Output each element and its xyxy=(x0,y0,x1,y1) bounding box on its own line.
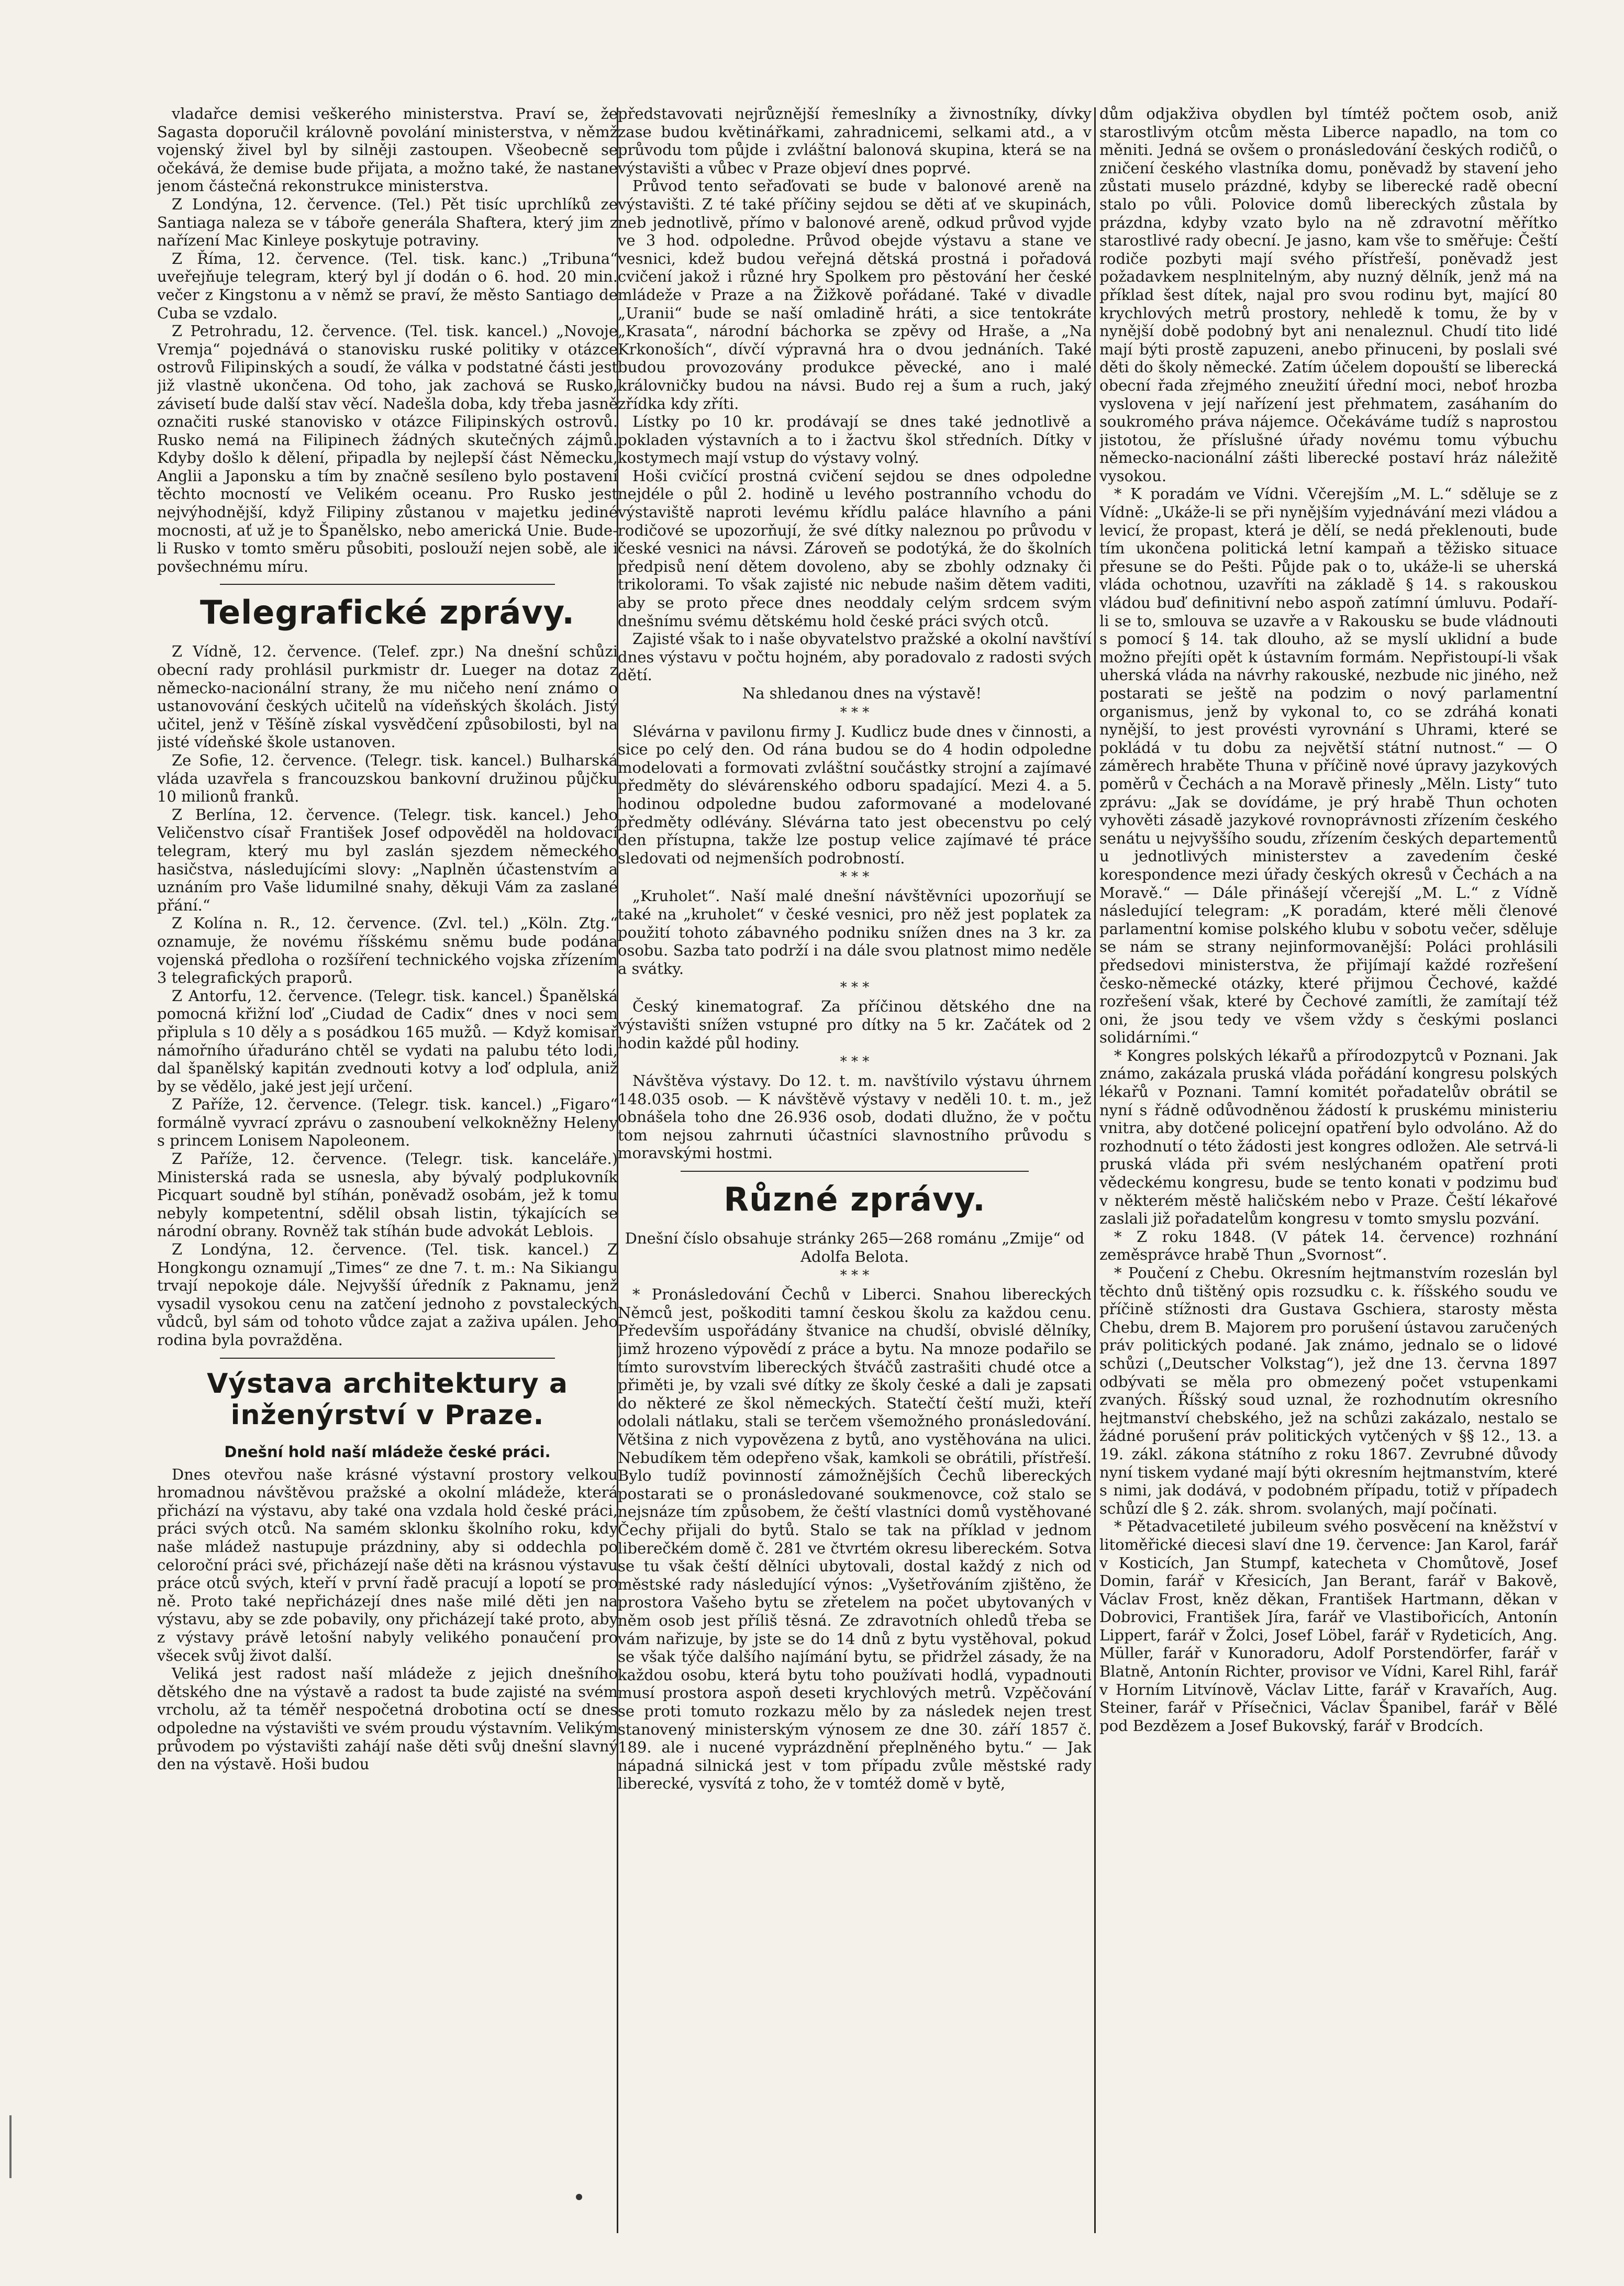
section-heading-ruzne: Různé zprávy. xyxy=(724,1180,986,1219)
separator-stars: * * * xyxy=(840,1268,870,1284)
telegram-item: Z Antorfu, 12. července. (Telegr. tisk. kancel.) Španělská pomocná křižní loď „Ciudad de Cadix“ dnes v noci sem připlula s 10 děly a s posádkou 165 mužů. — Když komisař námořního úřaduráno chtěl se vydati na palubu této lodi, dal španělský kapitán zvednouti kotvy a loď odplula, aniž by se vědělo, jaké jest její určení. xyxy=(157,986,618,1095)
article-paragraph: * Poučení z Chebu. Okresním hejtmanstvím rozeslán byl těchto dnů tištěný opis rozsudku c. k. říšského soudu ve příčině stížnosti dra Gustava Gschiera, starosty města Chebu, drem B. Majorem pro porušení ústavou zaručených práv politických podané. Jak známo, jednalo se o lidové schůzi („Deutscher Volkstag“), jež dne 13. června 1897 odbývati se měla pro obmezený počet vstupenkami zvaných. Říšský soud uznal, že rozhodnutím okresního hejtmanství chebského, jež na schůzi zakázalo, nestalo se žádné porušení práv politických vytčených v §§ 12., 13. a 19. zákl. zákona státního z roku 1867. Zevrubné důvody nyní tiskem vydané mají býti okresním hejtmanstvím, které s nimi, jak dodává, v podobném případu, totiž v případech schůzí dle § 2. zák. shrom. svolaných, mají počínati. xyxy=(1099,1264,1558,1517)
section-divider xyxy=(681,1171,1029,1172)
article-paragraph: * Pronásledování Čechů v Liberci. Snahou libereckých Němců jest, poškoditi tamní českou školu za každou cenu. Především uspořádány štvanice na chudší, obvislé dělníky, jimž hrozeno výpovědí z práce a bytu. Na mnoze podařilo se tímto surovstvím libereckých štváčů zastrašiti chudé otce a přiměti je, by vzali své dítky ze školy české a dali je zapsati do některé ze škol německých. Statečtí čeští muži, kteří odolali nátlaku, stali se terčem všemožného pronásledování. Většina z nich vypovězena z bytů, ano vystěhována na ulici. Nebudíkem těm odepřeno však, kamkoli se obrátili, přístřeší. Bylo tudíž povinností zámožnějších Čechů libereckých postarati se o pronásledované soukmenovce, což stalo se nejsnáze tím způsobem, že čeští vlastníci domů vystěhované Čechy přijali do bytů. Stalo se tak na příklad v jednom liberečkém domě č. 281 ve čtvrtém okresu libereckém. Sotva se tu však čeští dělníci ubytovali, dostal každý z nich od městské rady následující výnos: „Vyšetřováním zjištěno, že prostora Vašeho bytu se zřetelem na počet ubytovaných v něm osob jest příliš těsná. Ze zdravotních ohledů třeba se vám nařizuje, by jste se do 14 dnů z bytu vystěhoval, pokud se však týče dalšího najímání bytu, se přidržel zásady, že na každou osobu, která bytu toho používati hodlá, vypadnouti musí prostora aspoň deseti krychlových metrů. Vzpěčování se proti tomuto rozkazu mělo by za následek nejen trest stanovený ministerským výnosem ze dne 30. září 1857 č. 189. ale i nucené vyprázdnění přeplněného bytu.“ — Jak nápadná silnická jest v tom případu zvůle městské rady liberecké, vysvítá z toho, že v tomtéž domě v bytě, xyxy=(618,1285,1092,1793)
margin-mark xyxy=(9,2115,12,2178)
telegram-item: Z Paříže, 12. července. (Telegr. tisk. kanceláře.) Ministerská rada se usnesla, aby bývalý podplukovník Picquart soudně byl stíhán, poněvadž osobám, jež k tomu nebyly kompetentní, sdělil obsah listin, týkajících se národní obrany. Rovněž tak stíhán bude advokát Leblois. xyxy=(157,1150,618,1240)
section-divider xyxy=(220,1358,555,1359)
news-item: Z Petrohradu, 12. července. (Tel. tisk. kancel.) „Novoje Vremja“ pojednává o stanovisku ruské politiky v otázce ostrovů Filipinských a soudí, že válka v podstatné části jest již vlastně ukončena. Od toho, jak zachová se Rusko, závisetí bude další stav věcí. Nadešla doba, kdy třeba jasně označiti ruské stanovisko v otázce Filipinských ostrovů. Rusko nemá na Filipinech žádných skutečných zájmů. Kdyby došlo k dělení, připadla by nejlepší část Německu, Anglii a Japonsku a tím by značně sesíleno bylo postavení těchto mocností ve Velikém oceanu. Pro Rusko jest nejvýhodnější, když Filipiny zůstanou v majetku jediné mocnosti, ať už je to Španělsko, nebo americká Unie. Bude-li Rusko v tomto směru působiti, poslouží nejen sobě, ale i povšechnému míru. xyxy=(157,322,618,575)
article-paragraph: Hoši cvičící prostná cvičení sejdou se dnes odpoledne nejdéle o půl 2. hodině u levého postranního vchodu do výstaviště naproti levému křídlu paláce hlavního a páni rodičové se upozorňují, že své dítky naleznou po průvodu v české vesnici na návsi. Zároveň se podotýká, že do školních předpisů není dětem dovoleno, aby se zbohly odznaky či trikolorami. To však zajisté nic nebude našim dětem vaditi, aby se proto přece dnes neoddaly celým srdcem svým dnešnímu svému dětskému hold české práci svých otců. xyxy=(618,467,1092,630)
separator-stars: * * * xyxy=(840,869,870,885)
article-paragraph: Průvod tento seřaďovati se bude v balonové areně na výstavišti. Z té také příčiny sejdou se děti ať ve skupinách, neb jednotlivě, přímo v balonové areně, odkud průvod vyjde ve 3 hod. odpoledne. Průvod obejde výstavu a stane ve vesnici, kdež budou veřejná dětská prostná i pořadová cvičení jakož i různé hry Spolkem pro pěstování her české mládeže v Praze a na Žižkově pořádané. Také v divadle „Uranii“ bude se naší omladině hráti, a sice tentokráte „Krasata“, národní báchorka se zpěvy od Hraše, a „Na Krkonoších“, dívčí výpravná hra o dvou jednáních. Také budou provozovány produkce pěvecké, ano i malé královničky budou na návsi. Budo rej a šum a ruch, jaký zřídka kdy zříti. xyxy=(618,177,1092,413)
column-2 xyxy=(618,105,1092,2251)
article-paragraph: Návštěva výstavy. Do 12. t. m. navštívilo výstavu úhrnem 148.035 osob. — K návštěvě výstavy v neděli 10. t. m., jež obnášela toho dne 26.936 osob, dodati dlužno, že v počtu tom nejsou zahrnuti účastníci slavnostního průvodu s moravskými hostmi. xyxy=(618,1072,1092,1162)
telegram-item: Z Londýna, 12. července. (Tel. tisk. kancel.) Z Hongkongu oznamují „Times“ ze dne 7. t. m.: Na Sikiangu trvají nepokoje dále. Nejvyšší úředník z Paknamu, jenž vysadil vysokou cenu na zatčení jednoho z povstaleckých vůdců, byl sám od tohoto vůdce zajat a zaživa upálen. Jeho rodina byla povražděna. xyxy=(157,1240,618,1349)
article-paragraph: Na shledanou dnes na výstavě! xyxy=(742,684,982,702)
article-paragraph: * Pětadvacetileté jubileum svého posvěcení na kněžství v litoměřické diecesi slaví dne 19. července: Jan Karol, farář v Kosticích, Jan Stumpf, katecheta v Chomůtově, Josef Domin, farář v Křesicích, Jan Berant, farář v Bakově, Václav Frost, kněz děkan, František Hartmann, děkan v Dobrovici, František Jíra, farář ve Vlastibořicích, Antonín Lippert, farář v Žolci, Josef Löbel, farář v Rydeticích, Ang. Müller, farář v Kunoradoru, Adolf Porstendörfer, farář v Blatně, Antonín Richter, provisor ve Vídni, Karel Rihl, farář v Horním Litvínově, Václav Litte, farář v Kravařích, Aug. Steiner, farář v Přísečnici, Václav Španibel, farář v Bělé pod Bezdězem a Josef Bukovský, farář v Brodcích. xyxy=(1099,1517,1558,1735)
news-item: Z Říma, 12. července. (Tel. tisk. kanc.) „Tribuna“ uveřejňuje telegram, který byl jí dodán o 6. hod. 20 min. večer z Kingstonu a v němž se praví, že město Santiago de Cuba se vzdalo. xyxy=(157,249,618,322)
separator-stars: * * * xyxy=(840,1054,870,1070)
telegram-item: Z Berlína, 12. července. (Telegr. tisk. kancel.) Jeho Veličenstvo císař František Josef odpověděl na holdovací telegram, který mu byl zaslán sjezdem německého hasičstva, následujícími slovy: „Naplněn účastenstvím a uznáním pro Vaše lidumilné snahy, děkuji Vám za zaslané přání.“ xyxy=(157,805,618,914)
article-paragraph: Slévárna v pavilonu firmy J. Kudlicz bude dnes v činnosti, a sice po celý den. Od rána budou se do 4 hodin odpoledne modelovati a formovati zvláštní součástky strojní a zajímavé předměty do slévárenského odboru spadající. Mezi 4. a 5. hodinou odpoledne budou zaformované a modelované předměty odlévány. Slévárna tato jest obecenstvu po celý den přístupna, takže lze postup velice zajímavé té práce sledovati od nejmenších podrobností. xyxy=(618,722,1092,867)
article-paragraph: Dnešní číslo obsahuje stránky 265—268 románu „Zmije“ od Adolfa Belota. xyxy=(625,1229,1085,1266)
column-1 xyxy=(157,105,618,2251)
separator-stars: * * * xyxy=(840,980,870,996)
article-paragraph: vladařce demisi veškerého ministerstva. Praví se, že Sagasta doporučil královně povolání ministerstva, v němž vojenský živel byl by silněji zastoupen. Všeobecně se očekává, že demise bude přijata, a možno také, že nastane jenom částečná rekonstrukce ministerstva. xyxy=(157,105,618,195)
separator-stars: * * * xyxy=(840,704,870,720)
telegram-item: Z Kolína n. R., 12. července. (Zvl. tel.) „Köln. Ztg.“ oznamuje, že novému říšskému sněmu bude podána vojenská předloha o rozšíření technického vojska zřízením 3 telegrafických praporů. xyxy=(157,914,618,987)
telegram-item: Ze Sofie, 12. července. (Telegr. tisk. kancel.) Bulharská vláda uzavřela s francouzskou bankovní družinou půjčku 10 milionů franků. xyxy=(157,751,618,806)
article-paragraph: Lístky po 10 kr. prodávají se dnes také jednotlivě a pokladen výstavních a to i žactvu škol středních. Dítky v kostymech mají vstup do výstavy volný. xyxy=(618,413,1092,467)
article-paragraph: Dnes otevřou naše krásné výstavní prostory velkou hromadnou návštěvou pražské a okolní mládeže, která přichází na výstavu, aby také ona vzdala hold české práci, práci svých otců. Na samém sklonku školního roku, kdy naše mládež nastupuje prázdniny, aby si oddechla po celoroční práci své, přicházejí naše děti na krásnou výstavu práce otců svých, kteří v první řadě pracují a lopotí se pro ně. Proto také nepřicházejí dnes naše milé děti jen na výstavu, aby se zde pobavily, ony přicházejí také proto, aby z výstavy právě letošní nabyly velikého ponaučení pro všecek svůj život další. xyxy=(157,1465,618,1664)
article-paragraph: Veliká jest radost naší mládeže z jejich dnešního dětského dne na výstavě a radost ta bude zajisté na svém vrcholu, až ta téměř nespočetná drobotina octí se dnes odpoledne na výstavišti ve svém proudu výstavním. Velikým průvodem po výstavišti zahájí naše děti svůj dnešní slavný den na výstavě. Hoši budou xyxy=(157,1664,618,1773)
article-paragraph: „Kruholet“. Naší malé dnešní návštěvníci upozorňují se také na „kruholet“ v české vesnici, pro něž jest poplatek za použití tohoto zábavného podniku snížen dnes na 3 kr. za osobu. Sazba tato podrží i na dále svou platnost mimo neděle a svátky. xyxy=(618,887,1092,978)
column-3 xyxy=(1099,105,1558,2251)
section-heading-vystava: Výstava architektury a inženýrství v Praze. xyxy=(207,1368,568,1431)
article-paragraph: * Kongres polských lékařů a přírodozpytců v Poznani. Jak známo, zakázala pruská vláda pořádání kongresu polských lékařů v Poznani. Tamní komitét pořadatelův obrátil se nyní s řádně odůvodněnou žádostí k pruskému ministeriu vnitra, aby dotčené policejní opatření bylo odvoláno. Až do rozhodnutí o této žádosti jest kongres odložen. Ale setrvá-li pruská vláda při svém neslýchaném opatření proti vědeckému kongresu, bude se tento konati v podzimu buď v některém městě haličském nebo v Praze. Čeští lékařové zaslali již pořadatelům kongresu v tomto smyslu pozvání. xyxy=(1099,1046,1558,1228)
section-subheading: Dnešní hold naší mládeže české práci. xyxy=(224,1442,551,1461)
article-paragraph: Zajisté však to i naše obyvatelstvo pražské a okolní navštíví dnes výstavu v počtu hojném, aby poradovalo z radosti svých dětí. xyxy=(618,630,1092,684)
news-item: Z Londýna, 12. července. (Tel.) Pět tisíc uprchlíků ze Santiaga naleza se v táboře generála Shaftera, který jim z nařízení Mac Kinleye poskytuje potraviny. xyxy=(157,195,618,250)
section-divider xyxy=(220,584,555,585)
article-paragraph: Český kinematograf. Za příčinou dětského dne na výstavišti snížen vstupné pro dítky na 5 kr. Začátek od 2 hodin každé půl hodiny. xyxy=(618,997,1092,1052)
article-paragraph: dům odjakživa obydlen byl tímtéž počtem osob, aniž starostlivým otcům města Liberce napadlo, na tom co měniti. Jedná se ovšem o pronásledování českých rodičů, o zničení českého vlastníka domu, poněvadž by stavení jeho zůstati muselo prázdné, kdyby se liberecké radě obecní stalo po vůli. Polovice domů libereckých zůstala by prázdna, kdyby vzato bylo na ně zdravotní měřítko starostlivé rady obecní. Je jasno, kam vše to směřuje: Čeští rodiče pozbyti mají svého přístřeší, poněvadž jest požadavkem nesplnitelným, aby nuzný dělník, jenž má na příklad šest dítek, najal pro svou rodinu byt, mající 80 krychlových metrů prostory, nehledě k tomu, že by v nynější době podobný byt ani nenaleznul. Chudí tito lidé mají býti prostě zapuzeni, anebo přinuceni, by poslali své děti do školy německé. Zatím účelem dopouští se liberecká obecní řada zřejmého zneužití úřední moci, neboť hrozba vyslovena v její nařízení jest přehmatem, zasáhaním do soukromého práva nájemce. Očekáváme tudíž s naprostou jistotou, že příslušné úřady novému tomu výbuchu německo-nacionální zášti liberecké postaví hráz náležitě vysokou. xyxy=(1099,105,1558,485)
article-paragraph: představovati nejrůznější řemeslníky a živnostníky, dívky zase budou květinářkami, zahradnicemi, selkami atd., a v průvodu tom půjde i zvláštní balonová skupina, která se na výstavišti a vůbec v Praze objeví dnes poprvé. xyxy=(618,105,1092,177)
telegram-item: Z Vídně, 12. července. (Telef. zpr.) Na dnešní schůzi obecní rady prohlásil purkmistr dr. Lueger na dotaz z německo-nacionální strany, že mu ničeho není známo o ustanovování českých učitelů na vídeňských školách. Jistý učitel, jenž v Těšíně získal vysvědčení způsobilosti, byl na jisté vídeňské škole ustanoven. xyxy=(157,642,618,751)
article-paragraph: * Z roku 1848. (V pátek 14. července) rozhnání zeměsprávce hrabě Thun „Svornost“. xyxy=(1099,1227,1558,1264)
article-paragraph: * K poradám ve Vídni. Včerejším „M. L.“ sděluje se z Vídně: „Ukáže-li se při nynějším vyjednávání mezi vládou a levicí, že propast, která je dělí, se nedá překlenouti, bude tím ukončena politická letní kampaň a těžisko situace přesune se do Pešti. Půjde pak o to, ukáže-li se uherská vláda ochotnou, uzavříti na základě § 14. s rakouskou vládou buď definitivní nebo aspoň zatímní úmluvu. Podaří-li se to, smlouva se uzavře a v Rakousku se bude vládnouti s pomocí § 14. tak dlouho, až se myslí uklidní a bude možno přejíti opět k ústavním formám. Nepřistoupí-li však uherská vláda na návrhy rakouské, nezbude nic jiného, než postarati se ještě na podzim o nový parlamentní organismus, jenž by vykonal to, co se zdráhá konati nynější, to jest provésti vyrovnání s Uhrami, které se pokládá v tu dobu za největší státní nutnost.“ — O záměrech hraběte Thuna v příčině nové úpravy jazykových poměrů v Čechách a na Moravě přinesly „Měln. Listy“ tuto zprávu: „Jak se dovídáme, je prý hrabě Thun ochoten vyhověti zásadě jazykové rovnoprávnosti zřízením českého senátu u nejvyššího soudu, zřízením českých departementů u jednotlivých ministerstev a zavedením české korespondence mezi úřady českých okresů v Čechách a na Moravě.“ — Dále přinášejí včerejší „M. L.“ z Vídně následující telegram: „K poradám, které měli členové parlamentní komise polského klubu v sobotu večer, sděluje se nám se strany nejinformovanější: Poláci prohlásili předsedovi ministerstva, že přijímají každé rozřešení česko-německé otázky, které přijmou Čechové, každé rozřešení však, které by Čechové zamítli, že zamítají též oni, že jsou tedy ve všem vždy s českými poslanci solidárními.“ xyxy=(1099,485,1558,1047)
column-separator xyxy=(1094,107,1096,2233)
telegram-item: Z Paříže, 12. července. (Telegr. tisk. kancel.) „Figaro“ formálně vyvrací zprávu o zasnoubení velkokněžny Heleny s princem Lonisem Napoleonem. xyxy=(157,1095,618,1150)
section-heading-telegraf: Telegrafické zprávy. xyxy=(200,593,575,632)
